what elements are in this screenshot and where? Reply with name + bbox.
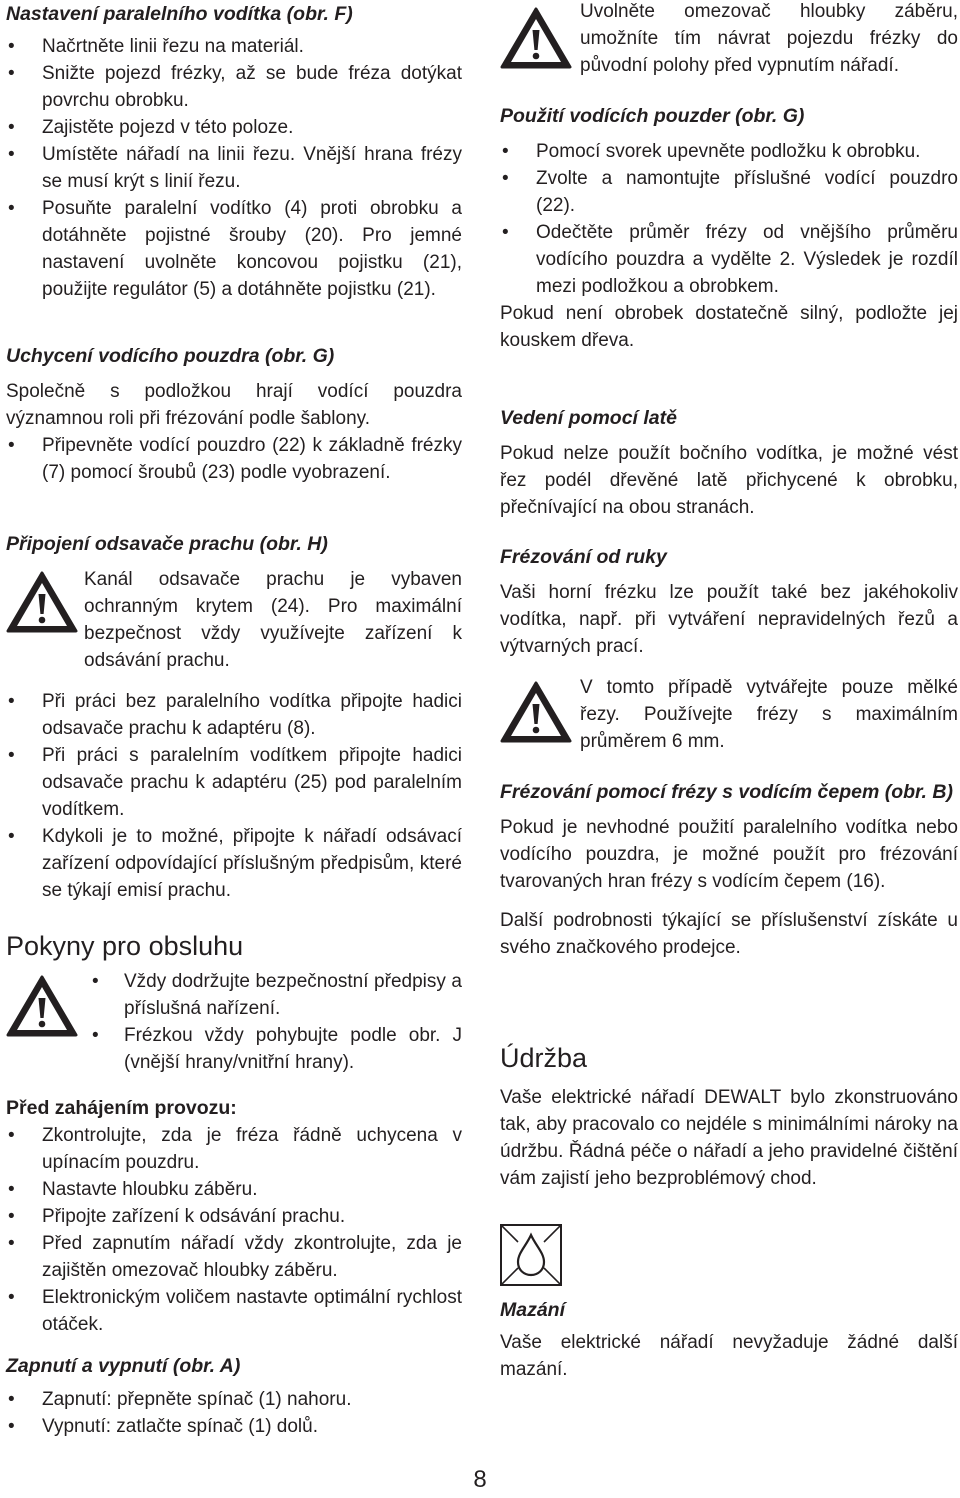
paragraph: Pokud není obrobek dostatečně silný, podložte jej kouskem dřeva. [500, 303, 958, 351]
warning-text: Kanál odsavače prachu je vybaven ochranným krytem (24). Pro maximální bezpečnost vždy využívejte zařízení k odsávání prachu. [84, 569, 462, 671]
paragraph: Pokud nelze použít bočního vodítka, je možné vést řez podél dřevěné latě přichycené k obrobku, přečnívající na obou stranách. [500, 443, 958, 518]
list-item: • Před zapnutím nářadí vždy zkontrolujte, zda je zajištěn omezovač hloubky záběru. [8, 1233, 462, 1281]
section-parallel-fence [6, 0, 462, 303]
list-item: • Připojte zařízení k odsávání prachu. [8, 1206, 346, 1227]
section-heading: Uchycení vodícího pouzdra (obr. G) [6, 345, 335, 367]
warning-triangle-icon [6, 570, 78, 634]
warning-list [90, 968, 462, 1076]
section-heading: Frézování pomocí frézy s vodícím čepem (obr. B) [500, 781, 953, 803]
list-item: • Snižte pojezd frézky, až se bude fréza dotýkat povrchu obrobku. [8, 63, 462, 111]
list-item: • Kdykoli je to možné, připojte k nářadí odsávací zařízení odpovídající příslušným předpisům, které se týkají emisí prachu. [8, 826, 462, 901]
list-item: • Umístěte nářadí na linii řezu. Vnější hrana frézy se musí krýt s linií řezu. [8, 144, 462, 192]
list-item: • Posuňte paralelní vodítko (4) proti obrobku a dotáhněte pojistné šrouby (20). Pro jemné nastavení uvolněte koncovou pojistku (21), použijte regulátor (5) a dotáhněte pojistku (21). [8, 198, 462, 300]
bullet-list [500, 138, 958, 300]
list-item: • Připevněte vodící pouzdro (22) k základně frézky (7) pomocí šroubů (23) podle vyobrazení. [8, 435, 462, 483]
section-switching [6, 1352, 462, 1440]
oil-drop-icon [500, 1224, 562, 1286]
section-heading: Nastavení paralelního vodítka (obr. F) [6, 3, 353, 25]
bullet-list [6, 1386, 462, 1440]
list-item: • Při práci s paralelním vodítkem připojte hadici odsavače prachu k adaptéru (25) pod paralelním vodítkem. [8, 745, 462, 820]
section-heading: Před zahájením provozu: [6, 1097, 237, 1119]
list-item: • Vypnutí: zatlačte spínač (1) dolů. [8, 1416, 319, 1437]
paragraph: Společně s podložkou hrají vodící pouzdra významnou roli při frézování podle šablony. [6, 381, 462, 429]
list-item: • Elektronickým voličem nastavte optimální rychlost otáček. [8, 1287, 462, 1335]
list-item: • Zkontrolujte, zda je fréza řádně uchycena v upínacím pouzdru. [8, 1125, 462, 1173]
warning-triangle-icon [500, 680, 572, 744]
section-heading: Zapnutí a vypnutí (obr. A) [6, 1355, 241, 1377]
list-item: • Při práci bez paralelního vodítka připojte hadici odsavače prachu k adaptéru (8). [8, 691, 462, 739]
section-batten-guide [500, 404, 958, 521]
section-freehand [500, 543, 958, 660]
list-item: • Pomocí svorek upevněte podložku k obrobku. [502, 141, 921, 162]
list-item: • Zvolte a namontujte příslušné vodící pouzdro (22). [502, 168, 958, 216]
section-maintenance [500, 1042, 958, 1192]
list-item: • Frézkou vždy pohybujte podle obr. J (vnější hrany/vnitřní hrany). [92, 1025, 462, 1073]
section-heading: Připojení odsavače prachu (obr. H) [6, 533, 328, 555]
warning-text: V tomto případě vytvářejte pouze mělké řezy. Používejte frézy s maximálním průměrem 6 mm. [580, 677, 958, 752]
section-dust-extraction [6, 530, 462, 901]
paragraph: Vaše elektrické nářadí nevyžaduje žádné další mazání. [500, 1332, 958, 1380]
section-title: Údržba [500, 1043, 588, 1073]
section-before-operation [6, 1094, 462, 1338]
paragraph: Vaši horní frézku lze použít také bez jakéhokoliv vodítka, např. při vytváření nepravidelných řezů a výtvarných prací. [500, 582, 958, 657]
list-item: • Načrtněte linii řezu na materiál. [8, 36, 304, 57]
list-item: • Nastavte hloubku záběru. [8, 1179, 258, 1200]
section-pilot-bit [500, 778, 958, 961]
list-item: • Zajistěte pojezd v této poloze. [8, 117, 294, 138]
paragraph: Další podrobnosti týkající se příslušenství získáte u svého značkového prodejce. [500, 910, 958, 958]
section-guide-bush-use [500, 102, 958, 354]
warning-triangle-icon [6, 974, 78, 1038]
section-heading: Mazání [500, 1299, 566, 1321]
bullet-list [6, 688, 462, 904]
list-item: • Odečtěte průměr frézy od vnějšího průměru vodícího pouzdra a vydělte 2. Výsledek je rozdíl mezi podložkou a obrobkem. [502, 222, 958, 297]
section-lubrication [500, 1296, 958, 1383]
section-operating-instructions [6, 930, 462, 1073]
bullet-list [6, 33, 462, 303]
section-heading: Frézování od ruky [500, 546, 667, 568]
bullet-list [90, 968, 462, 1076]
page-number: 8 [473, 1466, 487, 1493]
section-heading: Použití vodících pouzder (obr. G) [500, 105, 805, 127]
paragraph: Pokud je nevhodné použití paralelního vodítka nebo vodícího pouzdra, je možné použít pro frézování tvarovaných hran frézy s vodícím čepem (16). [500, 817, 958, 892]
section-heading: Vedení pomocí latě [500, 407, 677, 429]
bullet-list [6, 1122, 462, 1338]
bullet-list [6, 432, 462, 486]
section-title: Pokyny pro obsluhu [6, 931, 244, 961]
list-item: • Vždy dodržujte bezpečnostní předpisy a příslušná nařízení. [92, 971, 462, 1019]
paragraph: Vaše elektrické nářadí DEWALT bylo zkonstruováno tak, aby pracovalo co nejdéle s minimálními nároky na údržbu. Řádná péče o nářadí a jeho pravidelné čištění vám zajistí jeho bezproblémový chod. [500, 1087, 958, 1189]
section-guide-bush-mounting [6, 342, 462, 486]
list-item: • Zapnutí: přepněte spínač (1) nahoru. [8, 1389, 352, 1410]
warning-triangle-icon [500, 6, 572, 70]
warning-text: Uvolněte omezovač hloubky záběru, umožníte tím návrat pojezdu frézky do původní polohy před vypnutím nářadí. [580, 1, 958, 76]
